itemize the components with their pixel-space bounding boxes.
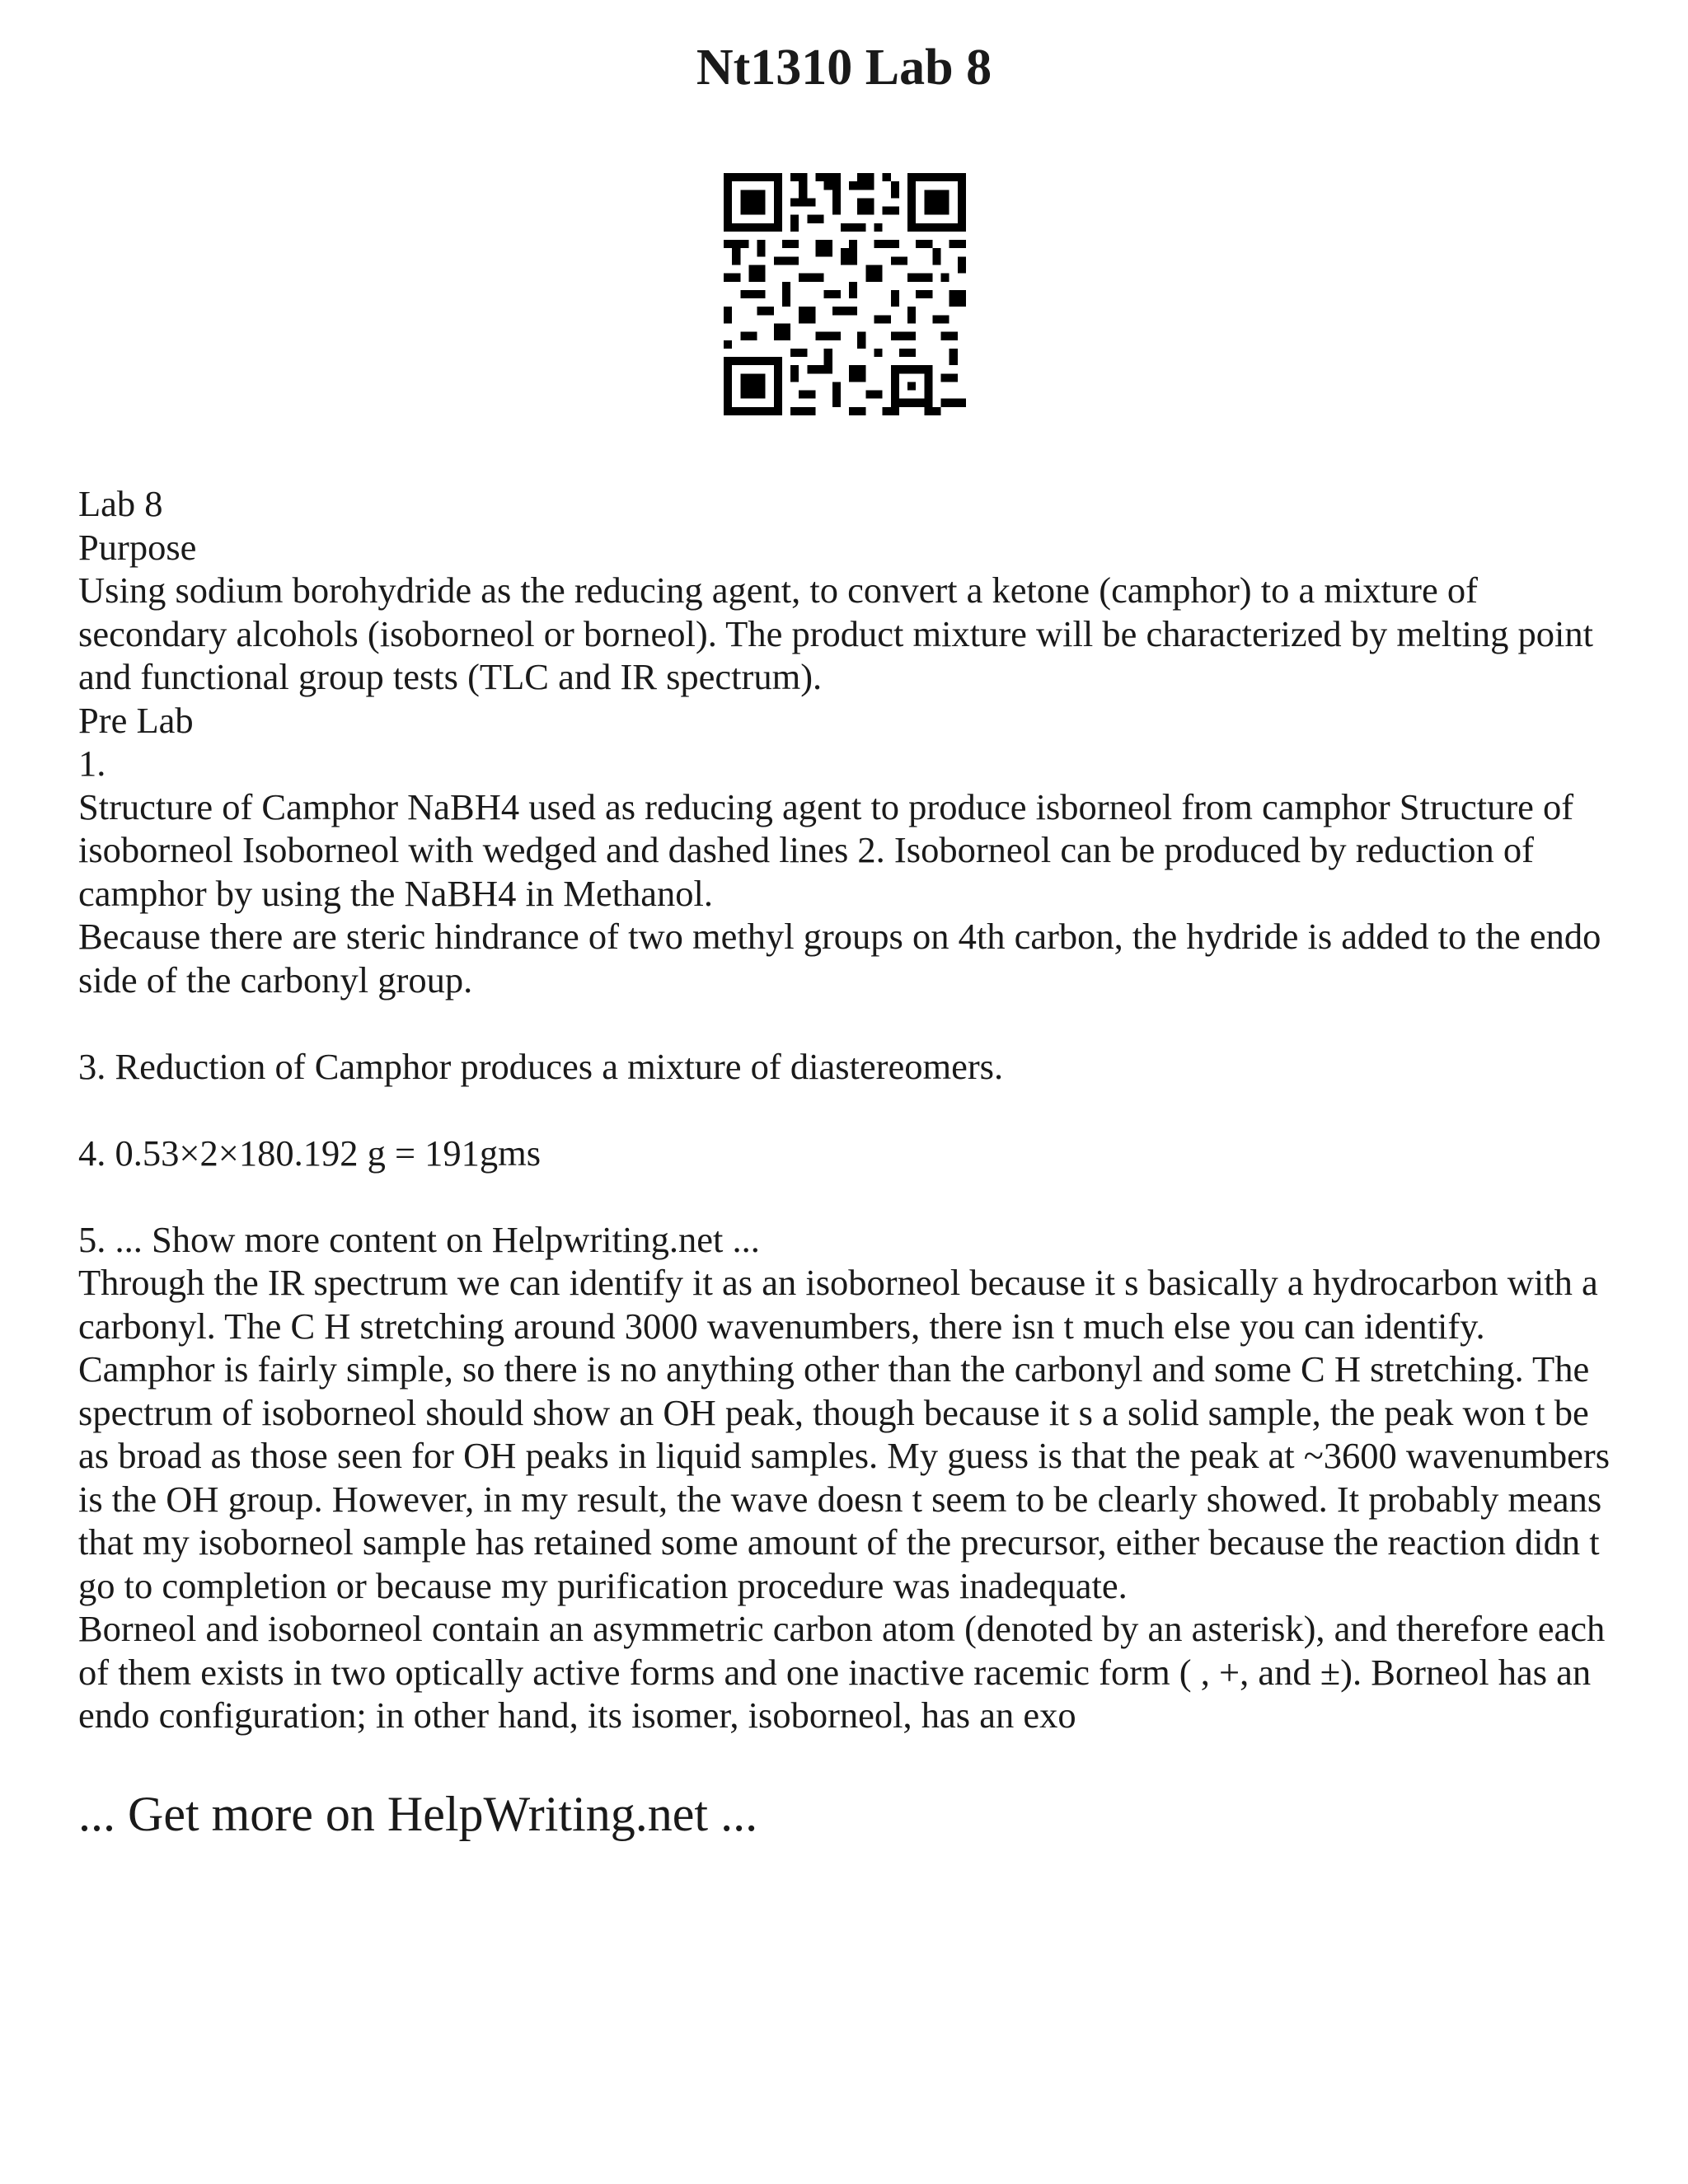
purpose-heading: Purpose [78, 526, 197, 568]
page-title: Nt1310 Lab 8 [696, 40, 992, 96]
item-1-paragraph: Structure of Camphor NaBH4 used as reducing agent to produce isborneol from camphor Structure of isoborneol Isoborneol with wedged and dashed lines 2. Isoborneol can be produced by reduction of camphor by using the NaBH4 in Methanol. [78, 785, 1574, 914]
spacer [78, 1174, 1628, 1218]
item-1-number: 1. [78, 743, 106, 784]
lab-label: Lab 8 [78, 483, 163, 524]
spacer [78, 1001, 1628, 1045]
borneol-paragraph: Borneol and isoborneol contain an asymmetric carbon atom (denoted by an asterisk), and therefore each of them exists in two optically active forms and one inactive racemic form ( , +, and ±). Borneol has an endo configuration; in other hand, its isomer, isoborneol, has an exo [78, 1608, 1606, 1736]
steric-paragraph: Because there are steric hindrance of two methyl groups on 4th carbon, the hydride is added to the endo side of the carbonyl group. [78, 916, 1601, 1001]
prelab-heading: Pre Lab [78, 699, 194, 741]
ir-paragraph: Through the IR spectrum we can identify it as an isoborneol because it s basically a hydrocarbon with a carbonyl. The C H stretching around 3000 wavenumbers, there isn t much else you can identify. Camphor is fairly simple, so there is no anything other than the carbonyl and some C H stretching. The spectrum of isoborneol should show an OH peak, though because it s a solid sample, the peak won t be as broad as those seen for OH peaks in liquid samples. My guess is that the peak at ~3600 wavenumbers is the OH group. However, in my result, the wave doesn t seem to be clearly showed. It probably means that my isoborneol sample has retained some amount of the precursor, either because the reaction didn t go to completion or because my purification procedure was inadequate. [78, 1262, 1611, 1606]
qr-code-icon [724, 173, 966, 415]
spacer [78, 1088, 1628, 1132]
item-4-paragraph: 4. 0.53×2×180.192 g = 191gms [78, 1132, 542, 1174]
purpose-paragraph: Using sodium borohydride as the reducing agent, to convert a ketone (camphor) to a mixture of secondary alcohols (isoborneol or borneol). The product mixture will be characterized by melting point and functional group tests (TLC and IR spectrum). [78, 569, 1593, 697]
get-more-link[interactable]: ... Get more on HelpWriting.net ... [78, 1787, 758, 1841]
item-5-paragraph: 5. ... Show more content on Helpwriting.net ... [78, 1218, 760, 1260]
item-3-paragraph: 3. Reduction of Camphor produces a mixture of diastereomers. [78, 1045, 1004, 1087]
document-body [78, 482, 1628, 1737]
qr-code-graphic [724, 173, 966, 415]
